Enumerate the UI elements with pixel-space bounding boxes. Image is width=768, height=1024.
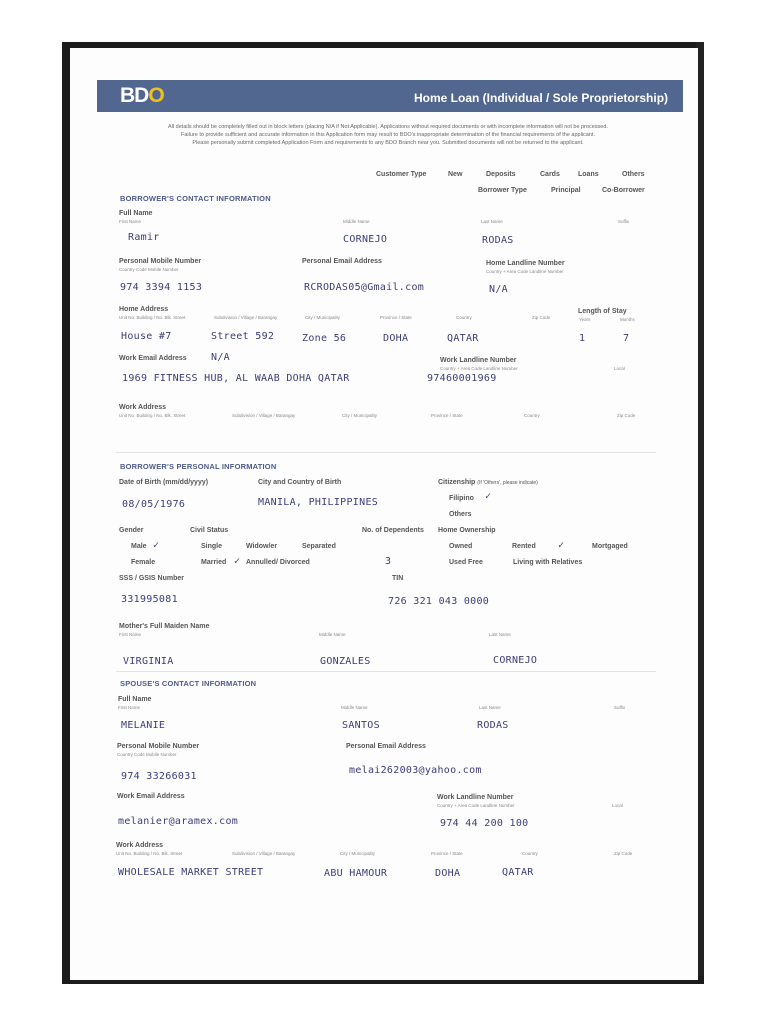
years-sublabel: Years (579, 317, 591, 322)
mobile-field[interactable]: 974 3394 1153 (120, 282, 203, 293)
email-field[interactable]: RCRODAS05@Gmail.com (304, 282, 425, 293)
tin-label: TIN (392, 575, 404, 582)
civil-status-label: Civil Status (190, 527, 229, 534)
ownership-mortgaged-option[interactable]: Mortgaged (592, 543, 628, 550)
mother-first-sublabel: First Name (119, 632, 142, 637)
ownership-owned-option[interactable]: Owned (449, 543, 473, 550)
first-name-field[interactable]: Ramir (128, 232, 160, 243)
full-name-label: Full Name (119, 210, 153, 217)
mother-middle-sublabel: Middle Name (319, 632, 346, 637)
spouse-work-landline-sublabel: Country + Area Code Landline Number (437, 803, 515, 808)
work-landline-label: Work Landline Number (440, 357, 517, 364)
spouse-first-sublabel: First Name (118, 705, 141, 710)
customer-type-deposits[interactable]: Deposits (486, 171, 516, 178)
civil-married-check: ✓ (234, 556, 241, 567)
home-landline-label: Home Landline Number (486, 260, 565, 267)
dependents-field[interactable]: 3 (385, 556, 392, 567)
home-landline-field[interactable]: N/A (489, 284, 508, 295)
address-zip-sublabel: Zip Code (532, 315, 551, 320)
spouse-email-label: Personal Email Address (346, 743, 426, 750)
spouse-work-landline-label: Work Landline Number (437, 794, 514, 801)
customer-type-others[interactable]: Others (622, 171, 645, 178)
address-city-sublabel: City / Municipality (305, 315, 341, 320)
civil-widow-option[interactable]: Widow/er (246, 543, 278, 550)
spouse-work-country-field[interactable]: QATAR (502, 867, 534, 878)
email-label: Personal Email Address (302, 258, 382, 265)
dob-field[interactable]: 08/05/1976 (122, 499, 186, 510)
tin-field[interactable]: 726 321 043 0000 (388, 596, 490, 607)
spouse-last-sublabel: Last Name (479, 705, 501, 710)
spouse-address-country-sublabel: Country (522, 851, 538, 856)
middle-name-field[interactable]: CORNEJO (343, 234, 388, 245)
borrower-type-co-borrower[interactable]: Co-Borrower (602, 187, 645, 194)
spouse-work-email-label: Work Email Address (117, 793, 185, 800)
section-divider (116, 452, 656, 453)
work-landline-field[interactable]: 97460001969 (427, 373, 497, 384)
borrower-type-principal[interactable]: Principal (551, 187, 581, 194)
work-address-zip-sublabel: Zip Code (617, 413, 636, 418)
citizenship-others-option[interactable]: Others (449, 511, 472, 518)
work-email-line-field[interactable]: 1969 FITNESS HUB, AL WAAB DOHA QATAR (122, 373, 350, 384)
birthplace-label: City and Country of Birth (258, 479, 342, 486)
home-province-field[interactable]: DOHA (383, 333, 409, 344)
mother-last-field[interactable]: CORNEJO (493, 655, 538, 666)
customer-type-cards[interactable]: Cards (540, 171, 560, 178)
section-divider-2 (116, 671, 656, 672)
gender-male-option[interactable]: Male (131, 543, 147, 550)
spouse-mobile-field[interactable]: 974 33266031 (121, 771, 197, 782)
length-of-stay-label: Length of Stay (578, 308, 627, 315)
instruction-line-1: All details should be completely filled out in block letters (placing N/A if Not Applicable). Applications without required documents or with incomplete information will not be processed. (168, 124, 608, 130)
borrower-type-label: Borrower Type (478, 187, 527, 194)
spouse-work-city-field[interactable]: ABU HAMOUR (324, 868, 388, 879)
spouse-work-landline-local-sublabel: Local (612, 803, 623, 808)
mobile-label: Personal Mobile Number (119, 258, 202, 265)
contact-section-title: BORROWER'S CONTACT INFORMATION (120, 194, 271, 203)
suffix-sublabel: Suffix (618, 219, 630, 224)
spouse-address-subdivision-sublabel: Subdivision / Village / Barangay (232, 851, 296, 856)
sss-label: SSS / GSIS Number (119, 575, 184, 582)
civil-single-option[interactable]: Single (201, 543, 223, 550)
middle-name-sublabel: Middle Name (343, 219, 370, 224)
address-subdivision-sublabel: Subdivision / Village / Barangay (214, 315, 278, 320)
home-landline-sublabel: Country + Area Code Landline Number (486, 269, 564, 274)
instruction-line-3: Please personally submit completed Application Form and requirements to any BDO Branch near you. Submitted documents will not be returned to the applicant. (192, 140, 584, 146)
spouse-mobile-label: Personal Mobile Number (117, 743, 200, 750)
home-ownership-label: Home Ownership (438, 527, 496, 534)
instruction-line-2: Failure to provide sufficient and accurate information in this Application form may result to BDO's inappropriate determination of the financial requirements of the applicant. (181, 132, 595, 138)
spouse-middle-name-field[interactable]: SANTOS (342, 720, 380, 731)
ownership-rented-option[interactable]: Rented (512, 543, 536, 550)
home-unit-field[interactable]: House #7 (121, 331, 172, 342)
gender-male-check: ✓ (153, 540, 160, 551)
home-city-field[interactable]: Zone 56 (302, 333, 347, 344)
spouse-middle-sublabel: Middle Name (341, 705, 368, 710)
spouse-address-province-sublabel: Province / State (431, 851, 463, 856)
ownership-relatives-option[interactable]: Living with Relatives (513, 559, 583, 566)
civil-separated-option[interactable]: Separated (302, 543, 336, 550)
mother-middle-field[interactable]: GONZALES (320, 656, 371, 667)
citizenship-filipino-option[interactable]: Filipino (449, 495, 474, 502)
mobile-sublabel: Country Code Mobile Number (119, 267, 179, 272)
home-subdivision-field[interactable]: Street 592 (211, 331, 275, 342)
dependents-label: No. of Dependents (362, 527, 424, 534)
home-country-field[interactable]: QATAR (447, 333, 479, 344)
spouse-work-email-field[interactable]: melanier@aramex.com (118, 816, 239, 827)
work-address-subdivision-sublabel: Subdivision / Village / Barangay (232, 413, 296, 418)
stay-months-field[interactable]: 7 (623, 333, 630, 344)
civil-annulled-option[interactable]: Annulled/ Divorced (246, 559, 310, 566)
spouse-address-unit-sublabel: Unit No. Building / No. Blk. Street (116, 851, 183, 856)
personal-section-title: BORROWER'S PERSONAL INFORMATION (120, 462, 277, 471)
spouse-work-unit-field[interactable]: WHOLESALE MARKET STREET (118, 867, 264, 878)
gender-female-option[interactable]: Female (131, 559, 156, 566)
mother-last-sublabel: Last Name (489, 632, 511, 637)
work-landline-local-sublabel: Local (614, 366, 625, 371)
spouse-email-field[interactable]: melai262003@yahoo.com (349, 765, 482, 776)
home-address-label: Home Address (119, 306, 169, 313)
spouse-address-zip-sublabel: Zip Code (614, 851, 633, 856)
spouse-work-province-field[interactable]: DOHA (435, 868, 461, 879)
spouse-address-city-sublabel: City / Municipality (340, 851, 376, 856)
ownership-rented-check: ✓ (558, 540, 565, 551)
work-email-field[interactable]: N/A (211, 352, 230, 363)
spouse-section-title: SPOUSE'S CONTACT INFORMATION (120, 679, 257, 688)
mother-first-field[interactable]: VIRGINIA (123, 656, 174, 667)
months-sublabel: Months (620, 317, 635, 322)
spouse-suffix-sublabel: Suffix (614, 705, 626, 710)
address-unit-sublabel: Unit No. Building / No. Blk. Street (119, 315, 186, 320)
work-landline-sublabel: Country + Area Code Landline Number (440, 366, 518, 371)
customer-type-label: Customer Type (376, 171, 427, 178)
spouse-mobile-sublabel: Country Code Mobile Number (117, 752, 177, 757)
spouse-full-name-label: Full Name (118, 696, 152, 703)
work-address-unit-sublabel: Unit No. Building / No. Blk. Street (119, 413, 186, 418)
last-name-field[interactable]: RODAS (482, 235, 514, 246)
address-country-sublabel: Country (456, 315, 472, 320)
ownership-used-free-option[interactable]: Used Free (449, 559, 483, 566)
work-address-country-sublabel: Country (524, 413, 540, 418)
civil-married-option[interactable]: Married (201, 559, 227, 566)
bdo-logo: BDO (120, 84, 164, 107)
dob-label: Date of Birth (mm/dd/yyyy) (119, 479, 209, 486)
citizenship-label: Citizenship (If 'Others', please indicate) (438, 479, 538, 486)
work-address-city-sublabel: City / Municipality (342, 413, 378, 418)
spouse-work-address-label: Work Address (116, 842, 164, 849)
last-name-sublabel: Last Name (481, 219, 503, 224)
birthplace-field[interactable]: MANILA, PHILIPPINES (258, 497, 379, 508)
spouse-first-name-field[interactable]: MELANIE (121, 720, 166, 731)
work-address-province-sublabel: Province / State (431, 413, 463, 418)
first-name-sublabel: First Name (119, 219, 142, 224)
spouse-last-name-field[interactable]: RODAS (477, 720, 509, 731)
work-address-label: Work Address (119, 404, 167, 411)
mother-name-label: Mother's Full Maiden Name (119, 623, 210, 630)
customer-type-new[interactable]: New (448, 171, 463, 178)
sss-field[interactable]: 331995081 (121, 594, 178, 605)
address-province-sublabel: Province / State (380, 315, 412, 320)
gender-label: Gender (119, 527, 144, 534)
stay-years-field[interactable]: 1 (579, 333, 586, 344)
work-email-label: Work Email Address (119, 355, 187, 362)
citizenship-filipino-check: ✓ (485, 491, 492, 502)
spouse-work-landline-field[interactable]: 974 44 200 100 (440, 818, 529, 829)
customer-type-loans[interactable]: Loans (578, 171, 599, 178)
form-title: Home Loan (Individual / Sole Proprietorship) (414, 91, 669, 105)
